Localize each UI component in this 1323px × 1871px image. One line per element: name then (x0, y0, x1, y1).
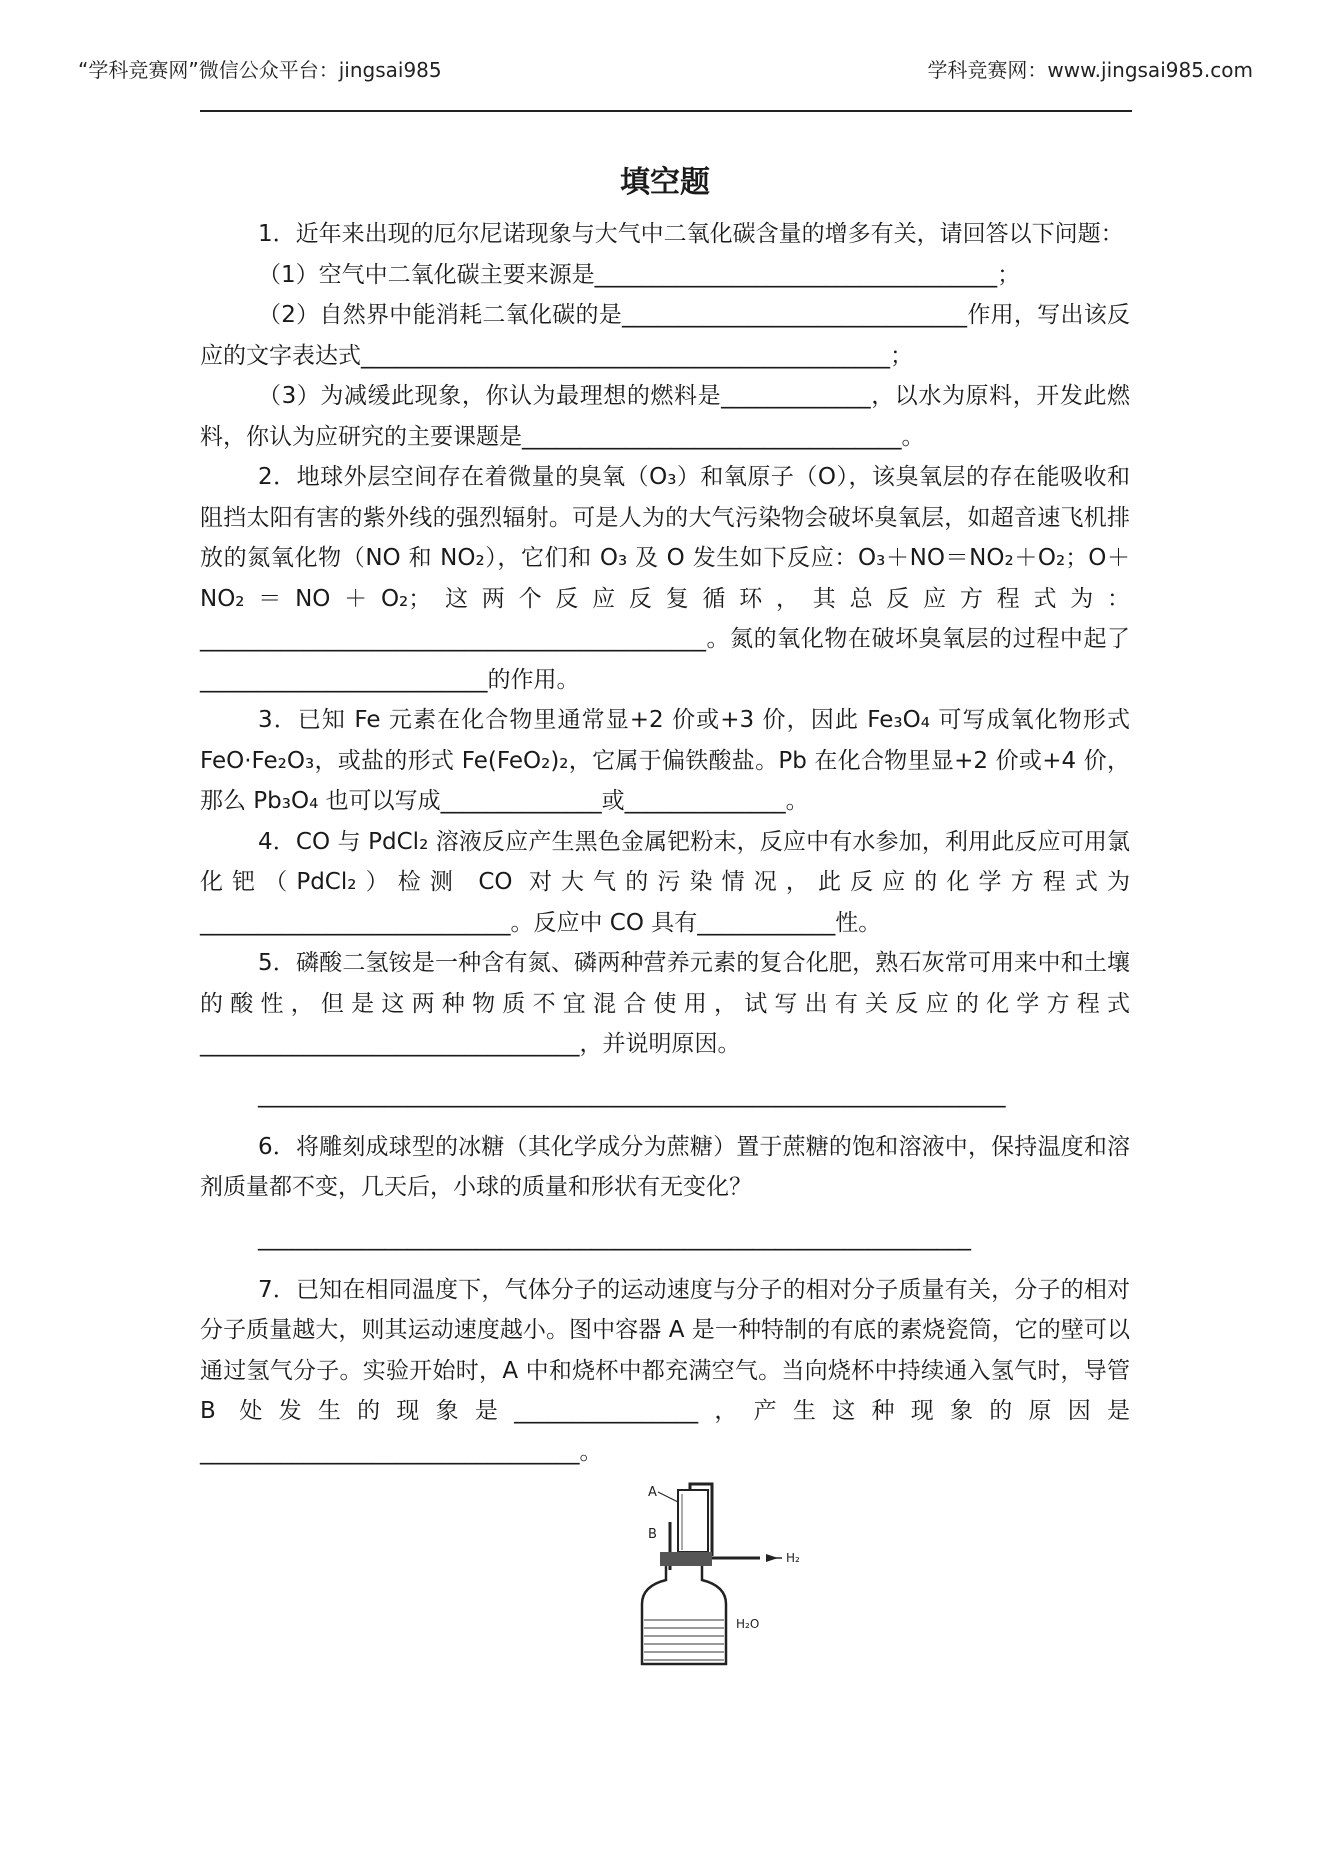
page-title: 填空题 (620, 165, 710, 200)
header-right: 学科竞赛网：www.jingsai985.com (927, 58, 1253, 82)
header-rule (200, 110, 1132, 112)
stopper (660, 1552, 712, 1566)
question-1-part-1: （1）空气中二氧化碳主要来源是___________________________________； (258, 261, 1021, 288)
label-b: B (648, 1527, 657, 1542)
water (644, 1620, 724, 1660)
question-7: 7．已知在相同温度下，气体分子的运动速度与分子的相对分子质量有关，分子的相对分子质量越大，则其运动速度越小。图中容器 A 是一种特制的有底的素烧瓷筒，它的壁可以通过氢气分子。实验开始时，A 中和烧杯中都充满空气。当向烧杯中持续通入氢气时，导管 B 处发生的现象是________________，产生这种现象的原因是_________________________________。 (200, 1276, 1130, 1465)
question-6-answer-line: ______________________________________________________________ (258, 1224, 971, 1251)
question-1-stem: 1．近年来出现的厄尔尼诺现象与大气中二氧化碳含量的增多有关，请回答以下问题： (258, 221, 1124, 247)
question-5: 5．磷酸二氢铵是一种含有氮、磷两种营养元素的复合化肥，熟石灰常可用来中和土壤的酸性，但是这两种物质不宜混合使用，试写出有关反应的化学方程式_________________________________，并说明原因。 (200, 950, 1130, 1057)
question-3: 3．已知 Fe 元素在化合物里通常显+2 价或+3 价，因此 Fe₃O₄ 可写成氧化物形式 FeO·Fe₂O₃，或盐的形式 Fe(FeO₂)₂，它属于偏铁酸盐。Pb 在化合物里显+2 价或+4 价，那么 Pb₃O₄ 也可以写成______________或______________。 (200, 707, 1130, 814)
question-2: 2．地球外层空间存在着微量的臭氧（O₃）和氧原子（O），该臭氧层的存在能吸收和阻挡太阳有害的紫外线的强烈辐射。可是人为的大气污染物会破坏臭氧层，如超音速飞机排放的氮氧化物（NO 和 NO₂），它们和 O₃ 及 O 发生如下反应：O₃＋NO＝NO₂＋O₂；O＋NO₂＝NO＋O₂；这两个反应反复循环，其总反应方程式为：____________________________________________。氮的氧化物在破坏臭氧层的过程中起了_________________________的作用。 (200, 464, 1130, 693)
question-1-part-3: （3）为减缓此现象，你认为最理想的燃料是_____________，以水为原料，开发此燃料，你认为应研究的主要课题是_________________________________。 (200, 383, 1130, 450)
header-left: “学科竞赛网”微信公众平台：jingsai985 (78, 58, 442, 82)
bottle (642, 1566, 726, 1664)
question-5-answer-line: _________________________________________________________________ (258, 1081, 1006, 1108)
label-h2o: H₂O (736, 1617, 760, 1631)
question-4: 4．CO 与 PdCl₂ 溶液反应产生黑色金属钯粉末，反应中有水参加，利用此反应可用氯化钯（PdCl₂）检测 CO 对大气的污染情况，此反应的化学方程式为___________________________。反应中 CO 具有____________性。 (200, 828, 1130, 936)
label-h2: H₂ (786, 1551, 800, 1565)
label-a: A (648, 1485, 657, 1500)
apparatus-figure (630, 1480, 830, 1670)
document-body (200, 158, 1130, 1472)
question-1-part-2: （2）自然界中能消耗二氧化碳的是______________________________作用，写出该反应的文字表达式______________________________________________； (200, 302, 1130, 369)
question-6: 6．将雕刻成球型的冰糖（其化学成分为蔗糖）置于蔗糖的饱和溶液中，保持温度和溶剂质量都不变，几天后，小球的质量和形状有无变化？ (200, 1133, 1130, 1200)
